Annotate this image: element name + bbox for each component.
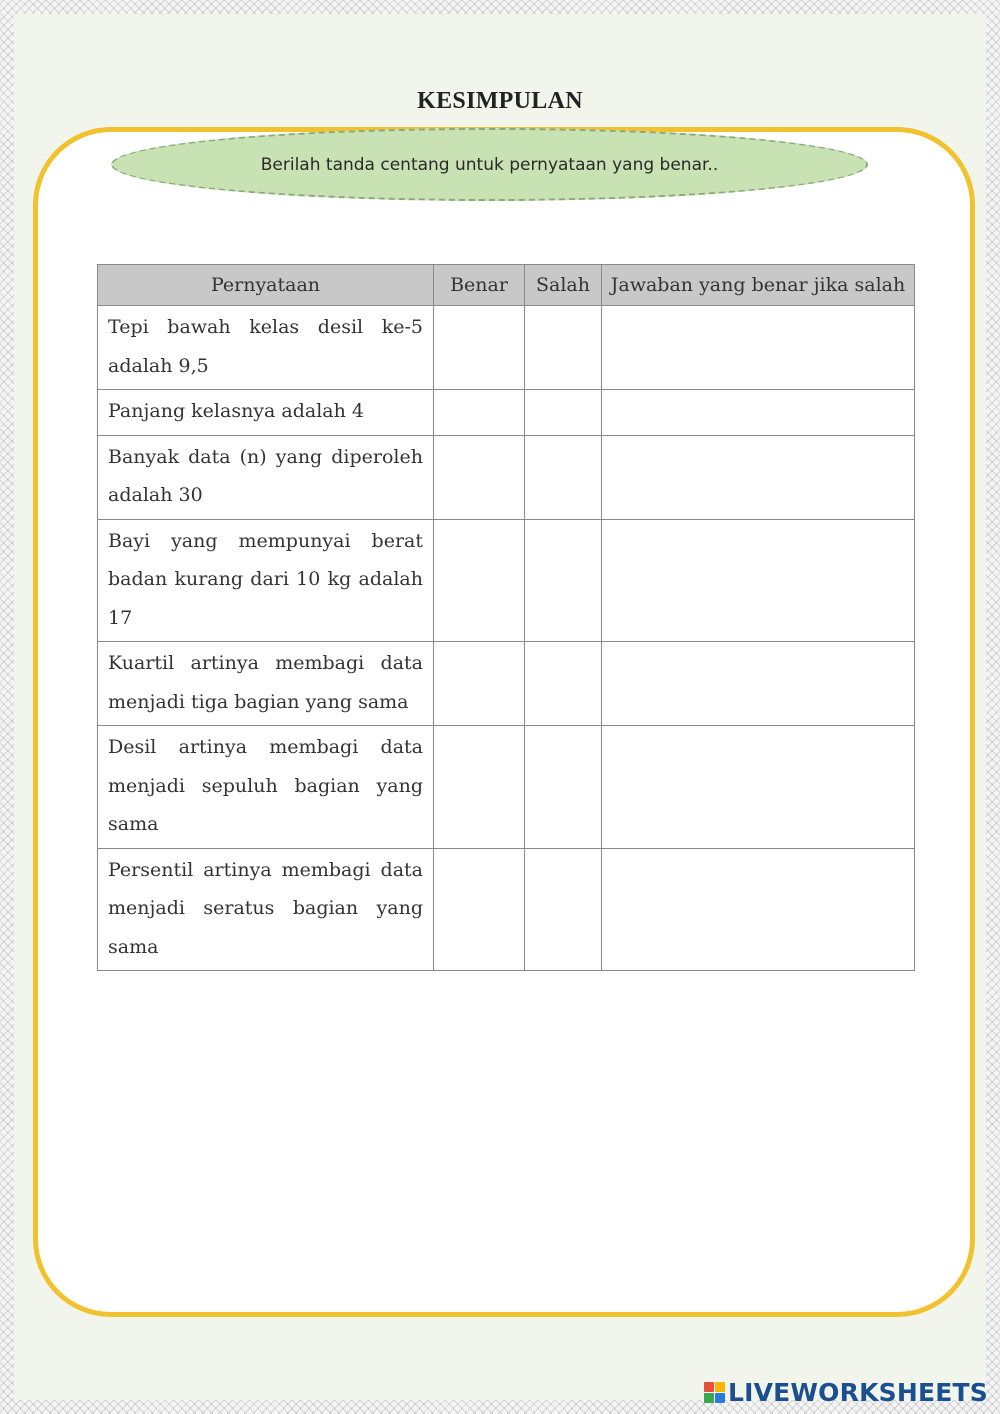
benar-checkbox-cell[interactable] bbox=[434, 306, 525, 390]
salah-checkbox-cell[interactable] bbox=[525, 848, 602, 971]
correct-answer-field[interactable] bbox=[602, 306, 915, 390]
benar-checkbox-cell[interactable] bbox=[434, 519, 525, 642]
correct-answer-field[interactable] bbox=[602, 390, 915, 436]
instruction-text: Berilah tanda centang untuk pernyataan yang benar.. bbox=[260, 154, 719, 175]
page-title: KESIMPULAN bbox=[417, 88, 583, 114]
correct-answer-field[interactable] bbox=[602, 519, 915, 642]
statement-cell: Desil artinya membagi data menjadi sepuluh bagian yang sama bbox=[98, 726, 434, 849]
table-row bbox=[98, 306, 915, 390]
table-row bbox=[98, 848, 915, 971]
benar-checkbox-cell[interactable] bbox=[434, 726, 525, 849]
liveworksheets-logo[interactable] bbox=[704, 1378, 988, 1406]
correct-answer-field[interactable] bbox=[602, 435, 915, 519]
statement-cell: Tepi bawah kelas desil ke-5 adalah 9,5 bbox=[98, 306, 434, 390]
instruction-banner bbox=[111, 128, 868, 201]
logo-text: LIVEWORKSHEETS bbox=[727, 1377, 988, 1407]
statement-table bbox=[97, 264, 915, 971]
statement-cell: Kuartil artinya membagi data menjadi tiga bagian yang sama bbox=[98, 642, 434, 726]
header-pernyataan: Pernyataan bbox=[98, 265, 434, 306]
header-jawaban: Jawaban yang benar jika salah bbox=[602, 265, 915, 306]
liveworksheets-logo-icon bbox=[704, 1382, 725, 1403]
table-row bbox=[98, 390, 915, 436]
benar-checkbox-cell[interactable] bbox=[434, 390, 525, 436]
benar-checkbox-cell[interactable] bbox=[434, 642, 525, 726]
correct-answer-field[interactable] bbox=[602, 642, 915, 726]
salah-checkbox-cell[interactable] bbox=[525, 306, 602, 390]
statement-cell: Persentil artinya membagi data menjadi seratus bagian yang sama bbox=[98, 848, 434, 971]
statement-cell: Bayi yang mempunyai berat badan kurang dari 10 kg adalah 17 bbox=[98, 519, 434, 642]
salah-checkbox-cell[interactable] bbox=[525, 390, 602, 436]
salah-checkbox-cell[interactable] bbox=[525, 642, 602, 726]
correct-answer-field[interactable] bbox=[602, 726, 915, 849]
salah-checkbox-cell[interactable] bbox=[525, 726, 602, 849]
benar-checkbox-cell[interactable] bbox=[434, 435, 525, 519]
salah-checkbox-cell[interactable] bbox=[525, 435, 602, 519]
logo-square bbox=[704, 1393, 714, 1403]
benar-checkbox-cell[interactable] bbox=[434, 848, 525, 971]
header-salah: Salah bbox=[525, 265, 602, 306]
salah-checkbox-cell[interactable] bbox=[525, 519, 602, 642]
logo-square bbox=[704, 1382, 714, 1392]
table-row bbox=[98, 435, 915, 519]
logo-square bbox=[715, 1393, 725, 1403]
table-row bbox=[98, 519, 915, 642]
statement-cell: Banyak data (n) yang diperoleh adalah 30 bbox=[98, 435, 434, 519]
table-row bbox=[98, 726, 915, 849]
logo-square bbox=[715, 1382, 725, 1392]
header-benar: Benar bbox=[434, 265, 525, 306]
table-header-row bbox=[98, 265, 915, 306]
statement-cell: Panjang kelasnya adalah 4 bbox=[98, 390, 434, 436]
correct-answer-field[interactable] bbox=[602, 848, 915, 971]
table-row bbox=[98, 642, 915, 726]
